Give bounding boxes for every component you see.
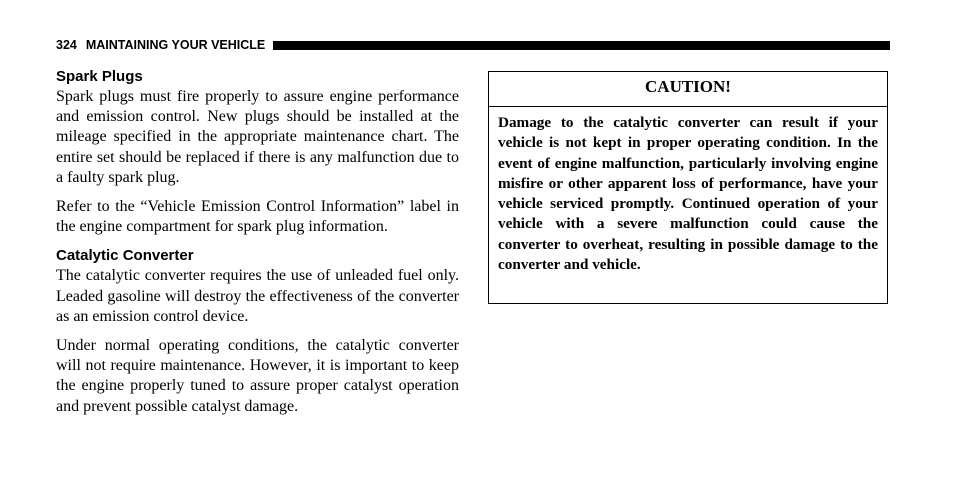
catalytic-converter-paragraph-1: The catalytic converter requires the use of unleaded fuel only. Leaded gasoline will destroy the effectiveness of the converter as an emission control device.: [56, 267, 459, 325]
caution-title: CAUTION!: [489, 72, 887, 107]
catalytic-converter-heading: Catalytic Converter: [56, 247, 194, 265]
spark-plugs-heading: Spark Plugs: [56, 68, 143, 85]
header-rule: [273, 41, 890, 50]
page-number: 324: [56, 38, 77, 52]
left-column: [56, 67, 459, 417]
spark-plugs-paragraph-2: Refer to the “Vehicle Emission Control Information” label in the engine compartment for spark plug information.: [56, 198, 459, 236]
section-title: MAINTAINING YOUR VEHICLE: [85, 38, 266, 52]
caution-box: [488, 71, 888, 304]
caution-text: Damage to the catalytic converter can result if your vehicle is not kept in proper operating condition. In the event of engine malfunction, particularly involving engine misfire or other apparent loss of performance, have your vehicle serviced promptly. Continued operation of your vehicle with a severe malfunction could cause the converter to overheat, resulting in possible damage to the converter and vehicle.: [498, 114, 878, 274]
page-header: [56, 37, 890, 53]
spark-plugs-paragraph-1: Spark plugs must fire properly to assure engine performance and emission control. New plugs should be installed at the mileage specified in the appropriate maintenance chart. The entire set should be replaced if there is any malfunction due to a faulty spark plug.: [56, 88, 459, 186]
catalytic-converter-paragraph-2: Under normal operating conditions, the catalytic converter will not require maintenance. However, it is important to keep the engine properly tuned to assure proper catalyst operation and prevent possible catalyst damage.: [56, 337, 459, 415]
